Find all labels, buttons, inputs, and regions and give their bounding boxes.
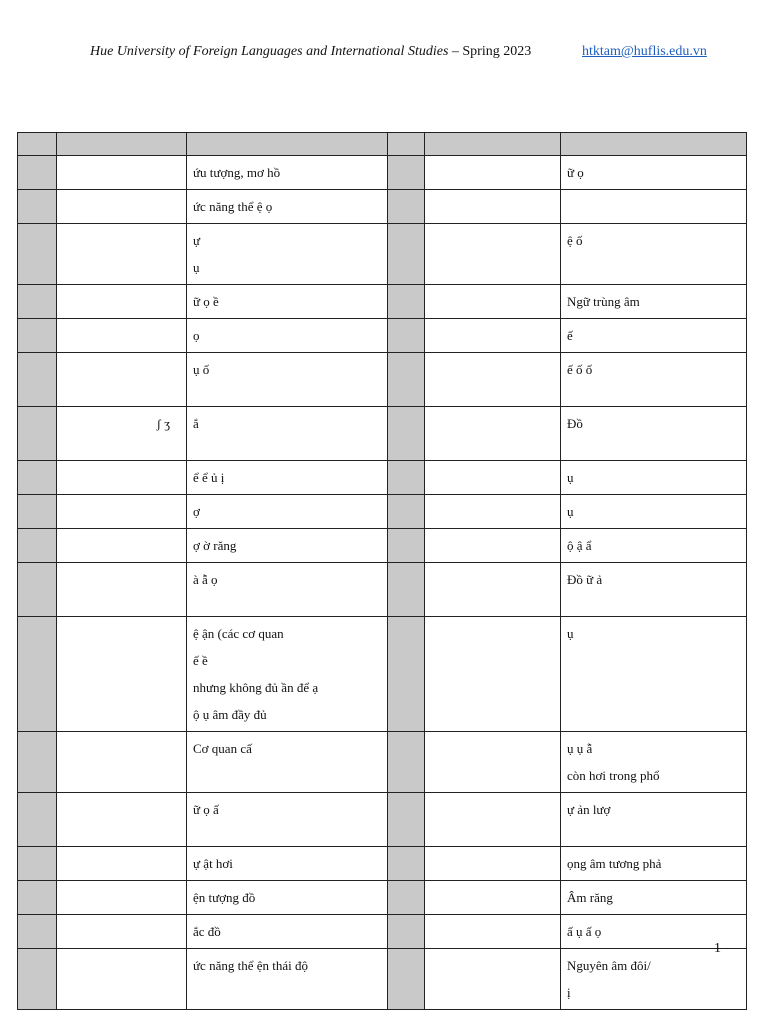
row-number-right xyxy=(388,847,425,881)
cell-line: ụ xyxy=(567,504,574,519)
cell-line: ện tượng đồ xyxy=(193,890,256,905)
row-number-right xyxy=(388,881,425,915)
table-row xyxy=(18,563,747,617)
cell-line: ế ề xyxy=(193,653,208,668)
term-cell-right xyxy=(425,319,561,353)
meaning-cell xyxy=(187,407,388,461)
row-number-right xyxy=(388,224,425,285)
meaning-cell-right xyxy=(561,495,747,529)
cell-line: ữ ọ ấ xyxy=(193,802,219,817)
term-cell-right xyxy=(425,881,561,915)
term-cell xyxy=(57,847,187,881)
meaning-cell-right xyxy=(561,156,747,190)
header-cell xyxy=(57,133,187,156)
cell-line: ắ xyxy=(193,416,199,431)
row-number-left xyxy=(18,732,57,793)
meaning-cell xyxy=(187,495,388,529)
row-number-left xyxy=(18,156,57,190)
cell-line: à ẫ ọ xyxy=(193,572,218,587)
meaning-cell-right xyxy=(561,793,747,847)
term-cell-right xyxy=(425,407,561,461)
meaning-cell xyxy=(187,847,388,881)
meaning-cell-right xyxy=(561,224,747,285)
cell-line: ụ xyxy=(567,626,574,641)
row-number-right xyxy=(388,319,425,353)
row-number-left xyxy=(18,617,57,732)
cell-line: ế ố ố xyxy=(567,362,593,377)
row-number-right xyxy=(388,793,425,847)
cell-line: ụ ố xyxy=(193,362,210,377)
cell-line: ụ xyxy=(193,260,200,275)
row-number-left xyxy=(18,563,57,617)
meaning-cell-right xyxy=(561,190,747,224)
table-body xyxy=(18,133,747,1010)
row-number-right xyxy=(388,156,425,190)
term-cell-right xyxy=(425,847,561,881)
term-cell xyxy=(57,949,187,1010)
cell-line: ộ ậ ẩ xyxy=(567,538,592,553)
table-row xyxy=(18,224,747,285)
cell-line: ị xyxy=(567,985,571,1000)
table-row xyxy=(18,495,747,529)
term-cell xyxy=(57,881,187,915)
table-row xyxy=(18,461,747,495)
cell-line: ệ ố xyxy=(567,233,583,248)
term-cell-right xyxy=(425,529,561,563)
table-row xyxy=(18,915,747,949)
meaning-cell-right xyxy=(561,407,747,461)
table-row xyxy=(18,617,747,732)
term-cell xyxy=(57,224,187,285)
table-row xyxy=(18,847,747,881)
table-row xyxy=(18,319,747,353)
row-number-left xyxy=(18,881,57,915)
table-row xyxy=(18,949,747,1010)
row-number-right xyxy=(388,949,425,1010)
term-cell xyxy=(57,156,187,190)
table-row xyxy=(18,793,747,847)
row-number-right xyxy=(388,407,425,461)
term-cell-right xyxy=(425,224,561,285)
row-number-left xyxy=(18,319,57,353)
term-cell xyxy=(57,285,187,319)
table-header-row xyxy=(18,133,747,156)
row-number-left xyxy=(18,495,57,529)
row-number-right xyxy=(388,617,425,732)
meaning-cell-right xyxy=(561,529,747,563)
row-number-right xyxy=(388,190,425,224)
term-cell-right xyxy=(425,495,561,529)
term-cell xyxy=(57,495,187,529)
row-number-left xyxy=(18,224,57,285)
cell-line: ự xyxy=(193,233,201,248)
cell-line: Cơ quan cấ xyxy=(193,741,252,756)
cell-line: Ngữ trùng âm xyxy=(567,294,640,309)
header-cell xyxy=(18,133,57,156)
cell-line: ự ật hơi xyxy=(193,856,233,871)
cell-line: Đồ ữ ả xyxy=(567,572,603,587)
meaning-cell xyxy=(187,617,388,732)
term-cell xyxy=(57,461,187,495)
term-cell xyxy=(57,190,187,224)
meaning-cell xyxy=(187,529,388,563)
cell-line: Nguyên âm đôi/ xyxy=(567,958,651,973)
row-number-left xyxy=(18,915,57,949)
row-number-right xyxy=(388,353,425,407)
cell-line: ấ ụ ấ ọ xyxy=(567,924,602,939)
row-number-left xyxy=(18,190,57,224)
term-cell-right xyxy=(425,353,561,407)
term-cell xyxy=(57,529,187,563)
meaning-cell xyxy=(187,949,388,1010)
vocabulary-table xyxy=(17,132,747,1010)
cell-line: ể ể ủ ị xyxy=(193,470,225,485)
meaning-cell-right xyxy=(561,285,747,319)
table-row xyxy=(18,353,747,407)
row-number-right xyxy=(388,563,425,617)
cell-line: ộ ụ âm đầy đủ xyxy=(193,707,267,722)
meaning-cell xyxy=(187,190,388,224)
meaning-cell-right xyxy=(561,617,747,732)
cell-line: Âm răng xyxy=(567,890,613,905)
cell-line: ắc đồ xyxy=(193,924,221,939)
meaning-cell-right xyxy=(561,319,747,353)
table-row xyxy=(18,529,747,563)
cell-line: nhưng không đủ ần để ạ xyxy=(193,680,319,695)
header-cell xyxy=(561,133,747,156)
meaning-cell xyxy=(187,732,388,793)
row-number-right xyxy=(388,461,425,495)
meaning-cell xyxy=(187,461,388,495)
meaning-cell-right xyxy=(561,949,747,1010)
header-institution: Hue University of Foreign Languages and International Studies – Spring 2023 xyxy=(90,44,532,59)
cell-line: ữ ọ ề xyxy=(193,294,219,309)
term-cell xyxy=(57,793,187,847)
meaning-cell-right xyxy=(561,461,747,495)
term-cell xyxy=(57,319,187,353)
meaning-cell xyxy=(187,793,388,847)
meaning-cell-right xyxy=(561,881,747,915)
page-number: 1 xyxy=(714,941,721,956)
table-row xyxy=(18,732,747,793)
term-cell xyxy=(57,617,187,732)
cell-line: ọng âm tương phả xyxy=(567,856,662,871)
row-number-left xyxy=(18,847,57,881)
table-row xyxy=(18,156,747,190)
meaning-cell-right xyxy=(561,563,747,617)
cell-line: ức năng thể ệ ọ xyxy=(193,199,273,214)
term-cell-right xyxy=(425,949,561,1010)
term-cell: ʃ ʒ xyxy=(57,407,187,461)
meaning-cell-right xyxy=(561,353,747,407)
term-cell-right xyxy=(425,461,561,495)
term-cell-right xyxy=(425,285,561,319)
row-number-left xyxy=(18,353,57,407)
term-cell xyxy=(57,915,187,949)
meaning-cell xyxy=(187,156,388,190)
table-row xyxy=(18,881,747,915)
cell-line: ọ xyxy=(193,328,200,343)
cell-line: ứu tượng, mơ hồ xyxy=(193,165,281,180)
meaning-cell xyxy=(187,224,388,285)
term-cell-right xyxy=(425,732,561,793)
row-number-right xyxy=(388,732,425,793)
term-cell xyxy=(57,732,187,793)
term-cell xyxy=(57,563,187,617)
meaning-cell xyxy=(187,563,388,617)
cell-line: Đồ xyxy=(567,416,583,431)
cell-line: ệ ận (các cơ quan xyxy=(193,626,284,641)
header-cell xyxy=(388,133,425,156)
term-cell-right xyxy=(425,915,561,949)
header-cell xyxy=(425,133,561,156)
meaning-cell xyxy=(187,881,388,915)
cell-line: còn hơi trong phổ xyxy=(567,768,660,783)
table-row xyxy=(18,407,747,461)
header-email-link[interactable]: htktam@huflis.edu.vn xyxy=(582,44,707,59)
term-cell-right xyxy=(425,563,561,617)
row-number-left xyxy=(18,407,57,461)
cell-line: ữ ọ xyxy=(567,165,584,180)
meaning-cell xyxy=(187,353,388,407)
cell-line: ợ ờ răng xyxy=(193,538,237,553)
row-number-left xyxy=(18,793,57,847)
table-row xyxy=(18,285,747,319)
meaning-cell-right xyxy=(561,732,747,793)
cell-line: ế xyxy=(567,328,573,343)
term-cell-right xyxy=(425,156,561,190)
row-number-left xyxy=(18,529,57,563)
row-number-left xyxy=(18,949,57,1010)
cell-line: ụ xyxy=(567,470,574,485)
cell-line: ự ản lượ xyxy=(567,802,611,817)
meaning-cell-right xyxy=(561,847,747,881)
meaning-cell xyxy=(187,915,388,949)
row-number-left xyxy=(18,285,57,319)
row-number-right xyxy=(388,285,425,319)
term-cell xyxy=(57,353,187,407)
cell-line: ụ ụ ẫ xyxy=(567,741,593,756)
table-row xyxy=(18,190,747,224)
meaning-cell xyxy=(187,319,388,353)
term-cell-right xyxy=(425,617,561,732)
page-header xyxy=(0,44,768,68)
row-number-left xyxy=(18,461,57,495)
cell-line: ợ xyxy=(193,504,200,519)
cell-line: ức năng thể ện thái độ xyxy=(193,958,308,973)
row-number-right xyxy=(388,495,425,529)
header-cell xyxy=(187,133,388,156)
row-number-right xyxy=(388,915,425,949)
meaning-cell xyxy=(187,285,388,319)
term-cell-right xyxy=(425,793,561,847)
term-cell-right xyxy=(425,190,561,224)
row-number-right xyxy=(388,529,425,563)
